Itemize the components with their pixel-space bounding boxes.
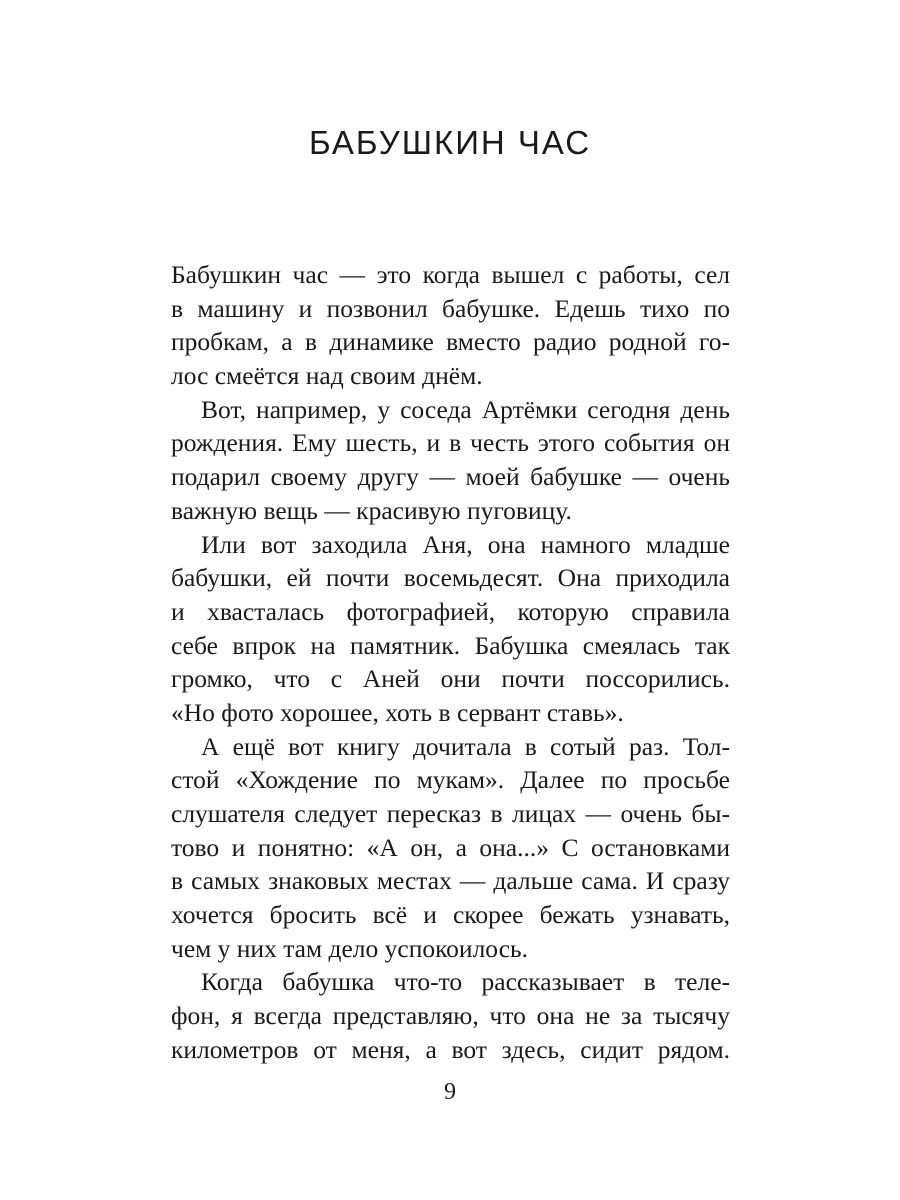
paragraph-line: хочется бросить всё и скорее бежать узнавать, (171, 900, 730, 930)
paragraph-line: в самых знаковых местах — дальше сама. И сразу (171, 866, 730, 896)
paragraph-line: Когда бабушка что-то рассказывает в теле- (201, 967, 730, 997)
paragraph-line: фон, я всегда представляю, что она не за тысячу (171, 1001, 730, 1031)
paragraph-line: громко, что с Аней они почти поссорились. (171, 664, 730, 694)
paragraph-line: бабушки, ей почти восемьдесят. Она приходила (171, 563, 730, 593)
paragraph-line: и хвасталась фотографией, которую справила (171, 596, 730, 626)
paragraph-line: лос смеётся над своим днём. (171, 361, 483, 391)
paragraph-line: пробкам, а в динамике вместо радио родной го- (171, 327, 730, 357)
paragraph-line: километров от меня, а вот здесь, сидит рядом. (171, 1034, 730, 1064)
paragraph-line: стой «Хождение по мукам». Далее по просьбе (171, 765, 730, 795)
paragraph-line: подарил своему другу — моей бабушке — очень (171, 462, 730, 492)
paragraph-line: слушателя следует пересказ в лицах — очень бы- (171, 799, 730, 828)
paragraph-line: чем у них там дело успокоилось. (171, 933, 529, 963)
paragraph-line: Вот, например, у соседа Артёмки сегодня день (201, 394, 730, 424)
paragraph-line: себе впрок на памятник. Бабушка смеялась так (171, 630, 730, 660)
page-number: 9 (444, 1079, 456, 1105)
paragraph-line: тово и понятно: «А он, а она...» С остановками (171, 832, 730, 862)
paragraph-line: в машину и позвонил бабушке. Едешь тихо по (171, 293, 730, 323)
paragraph-line: рождения. Ему шесть, и в честь этого события он (171, 428, 730, 458)
chapter-title: БАБУШКИН ЧАС (308, 124, 592, 161)
paragraph-line: А ещё вот книгу дочитала в сотый раз. Тол- (201, 731, 730, 761)
paragraph-line: важную вещь — красивую пуговицу. (171, 495, 572, 525)
paragraph-line: «Но фото хорошее, хоть в сервант ставь». (171, 697, 624, 727)
paragraph-line: Бабушкин час — это когда вышел с работы, сел (171, 260, 730, 289)
paragraph-line: Или вот заходила Аня, она намного младше (201, 529, 730, 559)
chapter-body (171, 258, 730, 1067)
